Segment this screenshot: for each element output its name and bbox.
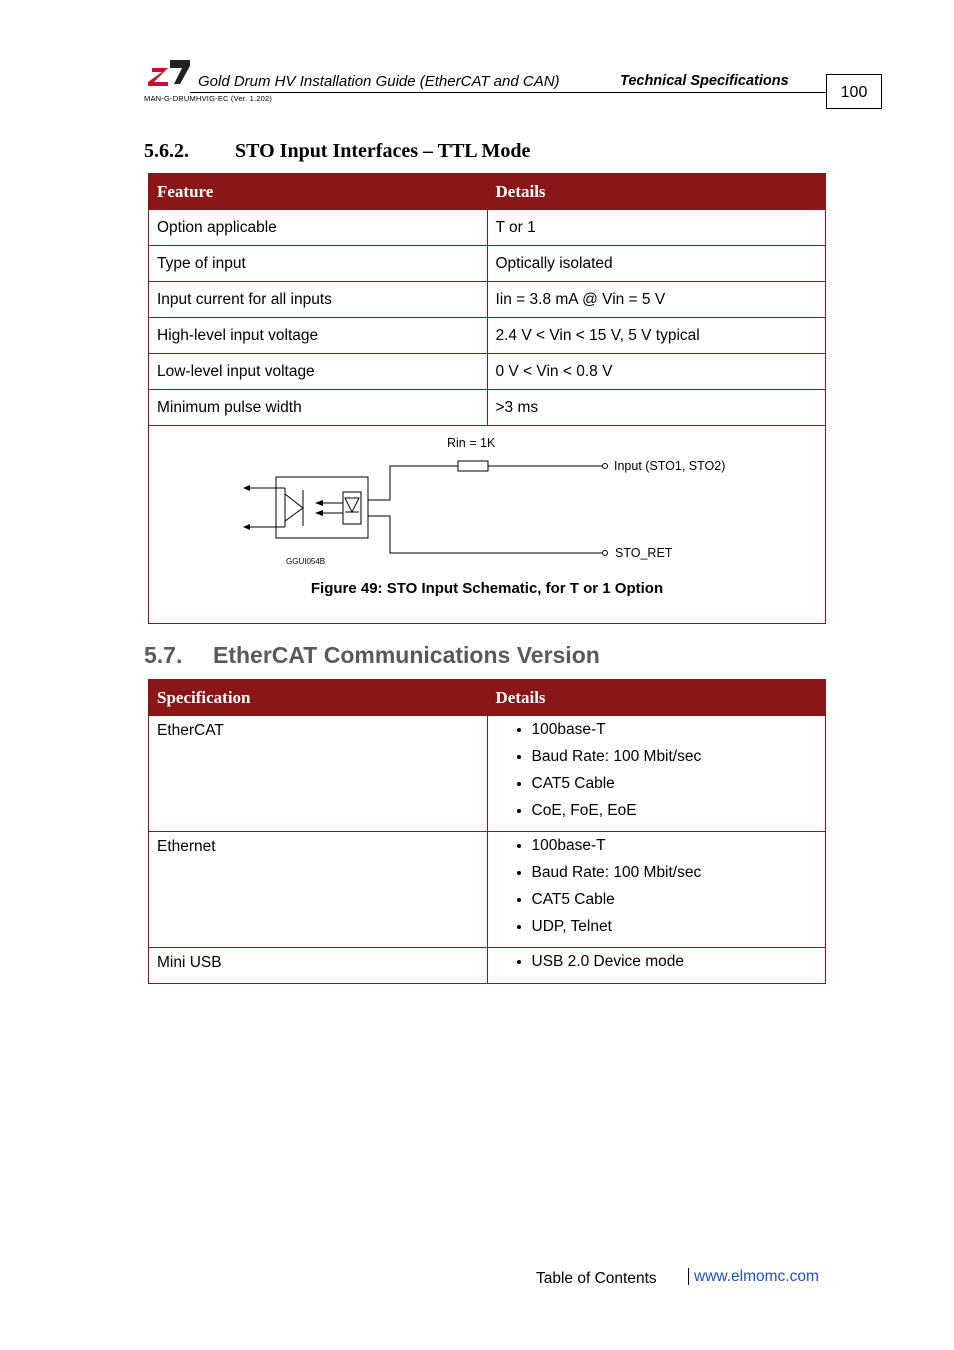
table-header-row (149, 174, 826, 210)
led-diode (345, 498, 359, 512)
details-list (496, 948, 818, 975)
list-item: • 100base-T (532, 832, 818, 859)
figure-cell (149, 426, 826, 624)
column-header-specification: Specification (149, 680, 488, 716)
rin-label: Rin = 1K (447, 436, 496, 450)
details-cell: Iin = 3.8 mA @ Vin = 5 V (487, 282, 826, 318)
spec-cell: Ethernet (149, 832, 488, 948)
table-of-contents-link[interactable]: Table of Contents (536, 1270, 657, 1287)
details-cell: Optically isolated (487, 246, 826, 282)
details-cell: 2.4 V < Vin < 15 V, 5 V typical (487, 318, 826, 354)
drawing-code: GGUI054B (286, 557, 326, 566)
return-label: STO_RET (615, 546, 673, 560)
table-row (149, 282, 826, 318)
spec-cell: Mini USB (149, 948, 488, 984)
feature-cell: Type of input (149, 246, 488, 282)
return-terminal (603, 551, 608, 556)
list-item: • 100base-T (532, 716, 818, 743)
feature-cell: Input current for all inputs (149, 282, 488, 318)
table-row (149, 246, 826, 282)
sto-input-table (148, 173, 826, 624)
table-row (149, 948, 826, 984)
column-header-feature: Feature (149, 174, 488, 210)
table-row (149, 354, 826, 390)
table-row (149, 716, 826, 832)
document-code: MAN-G-DRUMHVIG-EC (Ver. 1.202) (144, 94, 273, 103)
details-list (496, 832, 818, 940)
details-cell: 0 V < Vin < 0.8 V (487, 354, 826, 390)
list-item: • CoE, FoE, EoE (532, 797, 818, 824)
details-list (496, 716, 818, 824)
input-terminal (603, 464, 608, 469)
feature-cell: Minimum pulse width (149, 390, 488, 426)
feature-cell: High-level input voltage (149, 318, 488, 354)
feature-cell: Option applicable (149, 210, 488, 246)
footer-separator (688, 1268, 689, 1285)
rin-resistor (458, 461, 488, 471)
table-row (149, 832, 826, 948)
table-row (149, 390, 826, 426)
details-cell (487, 832, 826, 948)
return-wire (368, 516, 603, 553)
transistor-collector (285, 494, 303, 508)
details-cell (487, 948, 826, 984)
section-number: 5.6.2. (144, 140, 189, 162)
list-item: • USB 2.0 Device mode (532, 948, 818, 975)
table-row (149, 318, 826, 354)
document-title: Gold Drum HV Installation Guide (EtherCAT and CAN) (198, 73, 560, 90)
transistor-emitter (285, 508, 303, 521)
section-title: EtherCAT Communications Version (213, 642, 600, 668)
list-item: • CAT5 Cable (532, 886, 818, 913)
section-heading-5-7 (144, 642, 600, 669)
list-item: • CAT5 Cable (532, 770, 818, 797)
list-item: • UDP, Telnet (532, 913, 818, 940)
elmo-logo (148, 58, 190, 88)
output-arrow-top (243, 485, 250, 491)
header-section-name: Technical Specifications (620, 73, 789, 89)
table-row (149, 210, 826, 246)
list-item: • Baud Rate: 100 Mbit/sec (532, 859, 818, 886)
output-arrow-bottom (243, 524, 250, 530)
figure-caption: Figure 49: STO Input Schematic, for T or 1 Option (310, 580, 664, 597)
section-title: STO Input Interfaces – TTL Mode (235, 140, 531, 162)
table-header-row (149, 680, 826, 716)
details-cell (487, 716, 826, 832)
page-number: 100 (826, 74, 882, 109)
column-header-details: Details (487, 174, 826, 210)
spec-cell: EtherCAT (149, 716, 488, 832)
details-cell: >3 ms (487, 390, 826, 426)
section-number: 5.7. (144, 642, 183, 668)
ethercat-spec-table (148, 679, 826, 984)
input-wire (368, 466, 458, 500)
led-frame (343, 492, 361, 524)
section-heading-5-6-2 (144, 140, 530, 163)
feature-cell: Low-level input voltage (149, 354, 488, 390)
list-item: • Baud Rate: 100 Mbit/sec (532, 743, 818, 770)
header-divider (190, 92, 826, 93)
input-label: Input (STO1, STO2) (614, 459, 726, 473)
sto-input-schematic (239, 430, 739, 575)
column-header-details: Details (487, 680, 826, 716)
website-link[interactable]: www.elmomc.com (694, 1268, 819, 1285)
details-cell: T or 1 (487, 210, 826, 246)
figure-row (149, 426, 826, 624)
